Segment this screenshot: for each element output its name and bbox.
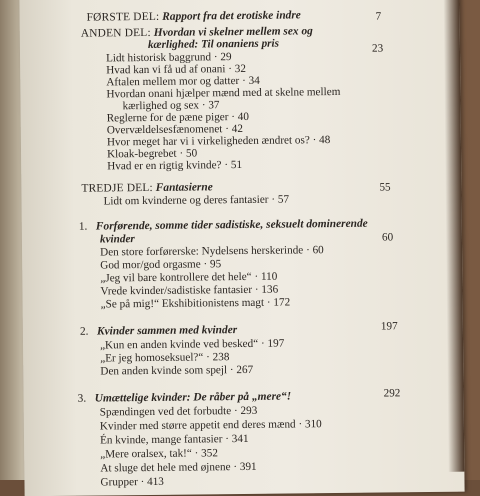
part1-page: 7 (375, 10, 382, 23)
toc-entry: Vrede kvinder/sadistiske fantasier · 136 (100, 283, 279, 298)
part3-page: 55 (379, 181, 391, 194)
chapter3-heading (78, 391, 292, 405)
toc-entry: „Kun en anden kvinde ved besked“ · 197 (99, 337, 285, 352)
toc-entry: „Mere oralsex, tak!“ · 352 (100, 447, 218, 461)
toc-entry: Hvad kan vi få ud af onani · 32 (106, 62, 247, 77)
toc-entry: God mor/god orgasme · 95 (100, 258, 222, 272)
part2-title-line2: kærlighed: Til onaniens pris (147, 37, 280, 51)
chapter3-page: 292 (383, 387, 401, 400)
toc-entry: Kvinder med større appetit end deres mænd · 310 (99, 418, 322, 433)
toc-entry: Overvældelsesfænomenet · 42 (106, 122, 243, 137)
toc-entry: Hvor meget har vi i virkeligheden ændret os? · 48 (106, 134, 331, 149)
chapter2-page: 197 (380, 320, 398, 333)
part1-title: Rapport fra det erotiske indre (162, 9, 301, 23)
toc-entry: „Jeg vil bare kontrollere det hele“ · 110 (100, 270, 278, 285)
toc-entry: Den anden kvinde som spejl · 267 (100, 363, 254, 378)
part2-label: ANDEN DEL: (80, 26, 151, 40)
toc-entry: Hvordan onani hjælper mænd med at skelne mellem (106, 85, 341, 101)
chapter2-title: Kvinder sammen med kvinder (96, 324, 238, 338)
chapter2-heading (80, 325, 237, 338)
toc-entry: Den store forførerske: Nydelsens herskerinde · 60 (100, 244, 324, 259)
toc-entry: Hvad er en rigtig kvinde? · 51 (107, 158, 243, 173)
chapter3-number: 3. (77, 392, 87, 405)
part1-label: FØRSTE DEL: (86, 10, 160, 24)
chapter1-title-line1: Forførende, somme tider sadistiske, seksuelt dominerende (95, 217, 368, 233)
chapter3-title: Umættelige kvinder: De råber på „mere“! (94, 390, 292, 405)
part2-page: 23 (371, 42, 384, 55)
book-page (19, 0, 464, 496)
chapter2-number: 2. (79, 325, 89, 338)
toc-entry: Lidt om kvinderne og deres fantasier · 57 (103, 193, 290, 208)
part2-title-line1: Hvordan vi skelner mellem sex og (153, 25, 313, 39)
toc-entry: Grupper · 413 (100, 475, 164, 489)
toc-entry: Spændingen ved det forbudte · 293 (99, 404, 258, 419)
toc-entry: Kloak-begrebet · 50 (106, 147, 198, 161)
toc-entry: At sluge det hele med øjnene · 391 (100, 460, 257, 475)
chapter1-heading (79, 219, 368, 233)
part3-title: Fantasierne (155, 181, 213, 194)
toc-entry: Lidt historisk baggrund · 29 (105, 51, 232, 65)
chapter1-number: 1. (78, 220, 88, 233)
toc-entry: „Er jeg homoseksuel?“ · 238 (100, 351, 230, 365)
page-edge-shadow (443, 0, 464, 472)
toc-entry: kærlighed og sex · 37 (122, 99, 220, 113)
chapter1-page: 60 (381, 231, 394, 244)
chapter1-title-line2: kvinder (99, 233, 135, 246)
toc-entry: „Se på mig!“ Ekshibitionistens magt · 172 (100, 296, 291, 311)
part3-heading (81, 182, 212, 195)
part1-heading (87, 10, 301, 24)
toc-entry: Aftalen mellem mor og datter · 34 (106, 74, 260, 89)
toc-entry: Reglerne for de pæne piger · 40 (106, 110, 250, 125)
toc-entry: Én kvinde, mange fantasier · 341 (99, 432, 249, 447)
part3-label: TREDJE DEL: (81, 181, 153, 195)
